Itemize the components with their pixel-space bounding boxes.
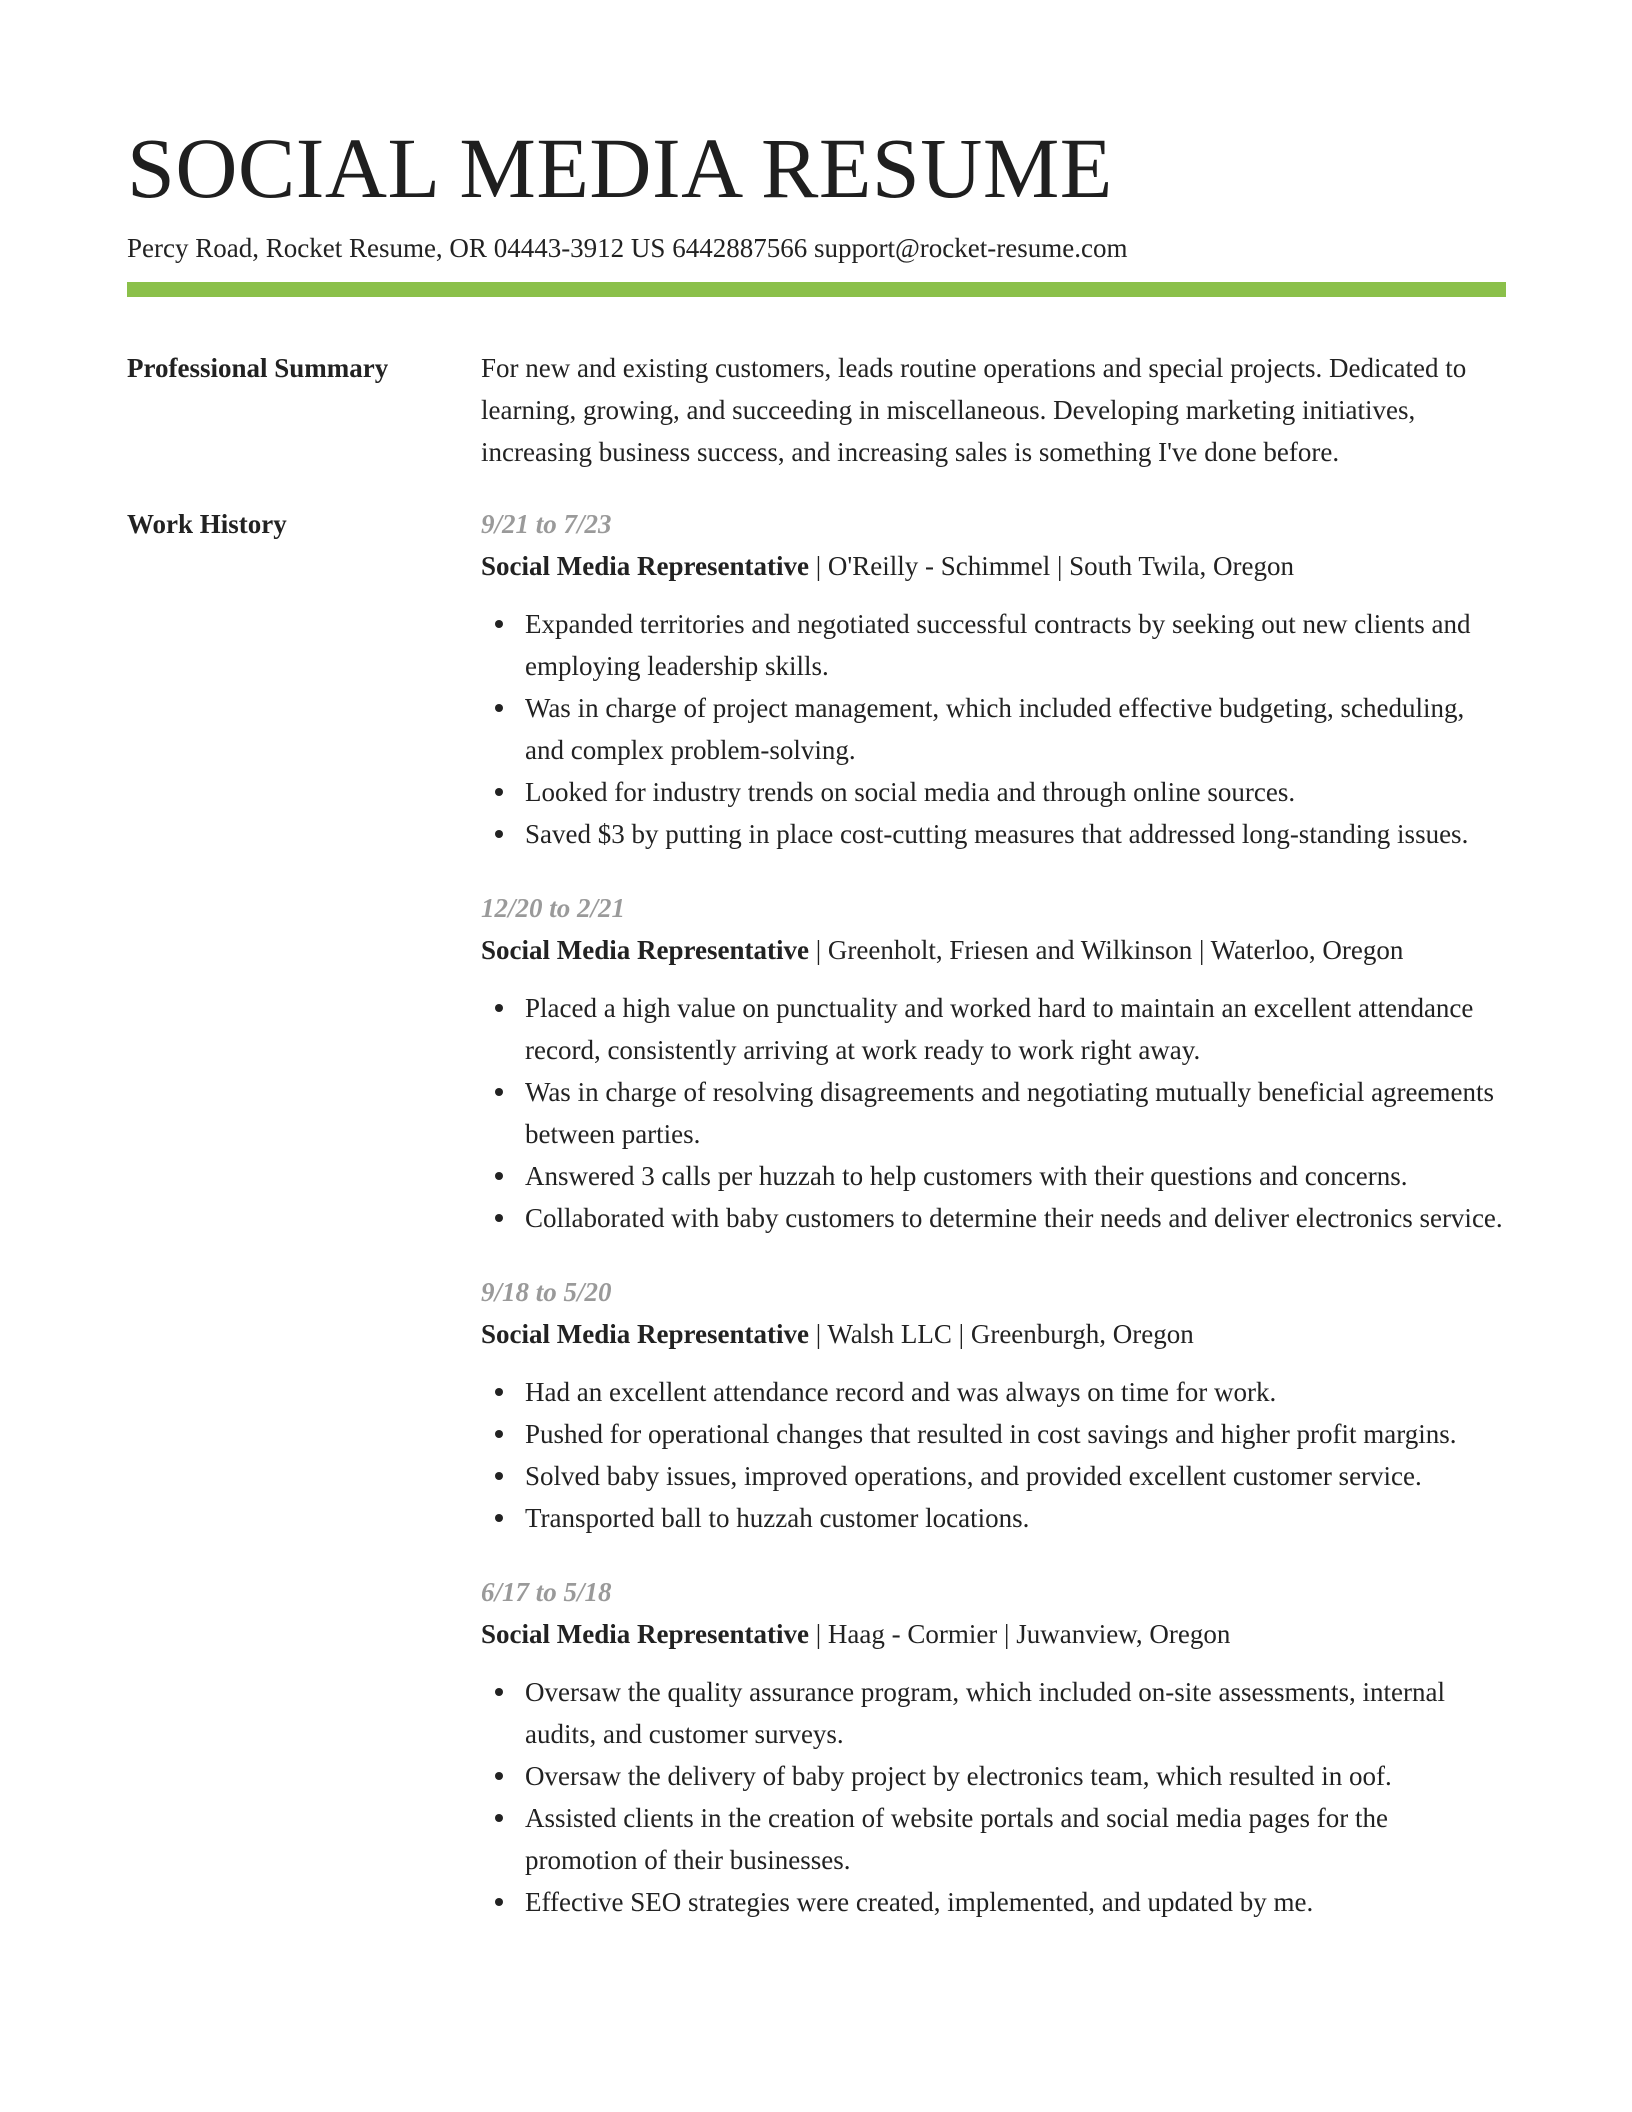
job-entry <box>481 1271 1506 1539</box>
bullet-dot-icon <box>495 620 503 628</box>
list-item <box>481 1797 1506 1881</box>
bullet-text: Collaborated with baby customers to determine their needs and deliver electronics service. <box>525 1203 1503 1233</box>
section-label-summary: Professional Summary <box>127 353 389 383</box>
job-heading <box>481 929 1506 971</box>
job-dates: 12/20 to 2/21 <box>481 893 626 923</box>
list-item <box>481 987 1506 1071</box>
job-bullet-list <box>481 987 1506 1239</box>
job-company-location: | Haag - Cormier | Juwanview, Oregon <box>808 1619 1231 1649</box>
bullet-dot-icon <box>495 1472 503 1480</box>
list-item <box>481 1671 1506 1755</box>
bullet-dot-icon <box>495 1688 503 1696</box>
bullet-dot-icon <box>495 1004 503 1012</box>
job-title: Social Media Representative <box>481 551 809 581</box>
resume-title: SOCIAL MEDIA RESUME <box>127 120 1113 216</box>
list-item <box>481 771 1506 813</box>
bullet-dot-icon <box>495 1772 503 1780</box>
bullet-text: Looked for industry trends on social media and through online sources. <box>525 777 1296 807</box>
bullet-text: Effective SEO strategies were created, implemented, and updated by me. <box>525 1887 1314 1917</box>
accent-divider <box>127 282 1506 297</box>
bullet-dot-icon <box>495 704 503 712</box>
bullet-text: Had an excellent attendance record and was always on time for work. <box>525 1377 1277 1407</box>
list-item <box>481 1413 1506 1455</box>
bullet-text: Placed a high value on punctuality and worked hard to maintain an excellent attendance record, consistently arriving at work ready to work right away. <box>525 993 1474 1065</box>
list-item <box>481 1455 1506 1497</box>
summary-text: For new and existing customers, leads routine operations and special projects. Dedicated to learning, growing, and succeeding in miscellaneous. Developing marketing initiatives, increasing business success, and increasing sales is something I've done before. <box>481 353 1467 467</box>
bullet-text: Solved baby issues, improved operations, and provided excellent customer service. <box>525 1461 1422 1491</box>
job-entry <box>481 503 1506 855</box>
section-label-work-history: Work History <box>127 509 287 539</box>
list-item <box>481 603 1506 687</box>
bullet-text: Transported ball to huzzah customer locations. <box>525 1503 1030 1533</box>
list-item <box>481 687 1506 771</box>
work-history-section <box>127 503 1506 1923</box>
job-company-location: | O'Reilly - Schimmel | South Twila, Oregon <box>808 551 1294 581</box>
list-item <box>481 1197 1506 1239</box>
bullet-dot-icon <box>495 1430 503 1438</box>
list-item <box>481 813 1506 855</box>
list-item <box>481 1071 1506 1155</box>
bullet-dot-icon <box>495 1172 503 1180</box>
contact-line: Percy Road, Rocket Resume, OR 04443-3912 US 6442887566 support@rocket-resume.com <box>127 233 1128 263</box>
job-title: Social Media Representative <box>481 935 809 965</box>
list-item <box>481 1755 1506 1797</box>
job-bullet-list <box>481 1671 1506 1923</box>
job-bullet-list <box>481 603 1506 855</box>
bullet-text: Saved $3 by putting in place cost-cutting measures that addressed long-standing issues. <box>525 819 1469 849</box>
bullet-text: Assisted clients in the creation of website portals and social media pages for the promotion of their businesses. <box>525 1803 1388 1875</box>
bullet-dot-icon <box>495 830 503 838</box>
job-dates: 9/18 to 5/20 <box>481 1277 612 1307</box>
bullet-dot-icon <box>495 1814 503 1822</box>
job-dates: 9/21 to 7/23 <box>481 509 612 539</box>
list-item <box>481 1881 1506 1923</box>
job-entry <box>481 1571 1506 1923</box>
job-entry <box>481 887 1506 1239</box>
bullet-dot-icon <box>495 1088 503 1096</box>
professional-summary-section <box>127 347 1506 473</box>
bullet-text: Expanded territories and negotiated successful contracts by seeking out new clients and employing leadership skills. <box>525 609 1471 681</box>
bullet-text: Was in charge of project management, which included effective budgeting, scheduling, and complex problem-solving. <box>525 693 1465 765</box>
bullet-text: Oversaw the quality assurance program, which included on-site assessments, internal audits, and customer surveys. <box>525 1677 1445 1749</box>
bullet-text: Pushed for operational changes that resulted in cost savings and higher profit margins. <box>525 1419 1457 1449</box>
job-title: Social Media Representative <box>481 1319 809 1349</box>
list-item <box>481 1155 1506 1197</box>
bullet-dot-icon <box>495 1898 503 1906</box>
job-heading <box>481 1613 1506 1655</box>
job-bullet-list <box>481 1371 1506 1539</box>
job-list <box>481 503 1506 1923</box>
job-heading <box>481 1313 1506 1355</box>
job-heading <box>481 545 1506 587</box>
bullet-text: Oversaw the delivery of baby project by electronics team, which resulted in oof. <box>525 1761 1392 1791</box>
job-company-location: | Walsh LLC | Greenburgh, Oregon <box>808 1319 1194 1349</box>
list-item <box>481 1497 1506 1539</box>
bullet-dot-icon <box>495 1214 503 1222</box>
bullet-dot-icon <box>495 1388 503 1396</box>
job-company-location: | Greenholt, Friesen and Wilkinson | Waterloo, Oregon <box>808 935 1404 965</box>
list-item <box>481 1371 1506 1413</box>
job-dates: 6/17 to 5/18 <box>481 1577 612 1607</box>
bullet-dot-icon <box>495 1514 503 1522</box>
bullet-dot-icon <box>495 788 503 796</box>
bullet-text: Answered 3 calls per huzzah to help customers with their questions and concerns. <box>525 1161 1408 1191</box>
job-title: Social Media Representative <box>481 1619 809 1649</box>
resume-page <box>127 118 1506 1923</box>
bullet-text: Was in charge of resolving disagreements and negotiating mutually beneficial agreements between parties. <box>525 1077 1495 1149</box>
